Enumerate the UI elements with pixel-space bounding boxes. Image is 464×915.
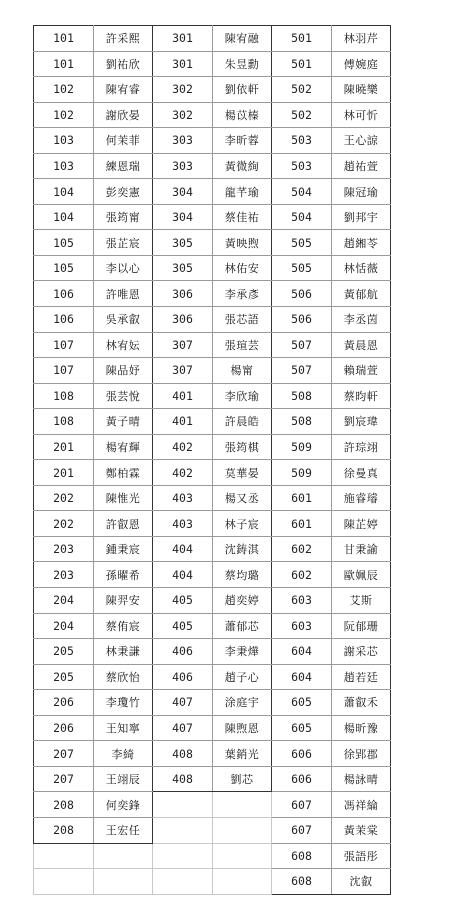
student-name-cell: 林佑安	[213, 255, 272, 281]
table-row	[34, 792, 391, 818]
table-row	[34, 460, 391, 486]
student-name-cell: 陳芷婷	[332, 511, 391, 537]
class-code-cell: 504	[272, 204, 332, 230]
class-code-cell: 205	[34, 664, 94, 690]
student-name-cell: 練恩瑞	[94, 153, 153, 179]
student-name-cell: 李以心	[94, 255, 153, 281]
class-code-cell: 607	[272, 792, 332, 818]
student-name-cell: 陳宥睿	[94, 77, 153, 103]
student-name-cell: 許叡恩	[94, 511, 153, 537]
table-row	[34, 715, 391, 741]
student-name-cell: 楊苡榛	[213, 102, 272, 128]
class-code-cell: 202	[34, 511, 94, 537]
table-row	[34, 536, 391, 562]
student-name-cell: 趙子心	[213, 664, 272, 690]
class-code-cell	[153, 792, 213, 818]
student-name-cell: 黃微絢	[213, 153, 272, 179]
student-name-cell: 莫華晏	[213, 460, 272, 486]
student-name-cell: 張芸悅	[94, 383, 153, 409]
student-name-cell	[213, 869, 272, 895]
student-name-cell: 馮祥綸	[332, 792, 391, 818]
student-name-cell: 何奕鋒	[94, 792, 153, 818]
student-name-cell: 趙奕婷	[213, 588, 272, 614]
student-name-cell: 林恬薇	[332, 255, 391, 281]
class-code-cell: 401	[153, 409, 213, 435]
student-name-cell: 陳品妤	[94, 358, 153, 384]
student-name-cell: 許晨皓	[213, 409, 272, 435]
table-row	[34, 511, 391, 537]
class-code-cell: 603	[272, 588, 332, 614]
class-code-cell: 608	[272, 843, 332, 869]
class-code-cell: 402	[153, 434, 213, 460]
class-code-cell: 103	[34, 128, 94, 154]
class-code-cell: 606	[272, 766, 332, 792]
class-code-cell: 107	[34, 358, 94, 384]
class-code-cell: 509	[272, 460, 332, 486]
student-name-cell: 蔡欣怡	[94, 664, 153, 690]
class-code-cell: 206	[34, 690, 94, 716]
class-code-cell: 205	[34, 639, 94, 665]
class-code-cell: 509	[272, 434, 332, 460]
student-name-cell: 施睿璿	[332, 485, 391, 511]
student-name-cell: 黃晨恩	[332, 332, 391, 358]
student-name-cell: 張語彤	[332, 843, 391, 869]
student-name-cell: 艾斯	[332, 588, 391, 614]
student-name-cell: 陳曉樂	[332, 77, 391, 103]
class-code-cell: 404	[153, 562, 213, 588]
class-code-cell: 407	[153, 715, 213, 741]
class-code-cell: 304	[153, 204, 213, 230]
table-row	[34, 358, 391, 384]
roster-body	[34, 26, 391, 895]
student-name-cell: 黃映煦	[213, 230, 272, 256]
table-row	[34, 766, 391, 792]
student-name-cell: 李丞茵	[332, 307, 391, 333]
student-name-cell: 徐郢郡	[332, 741, 391, 767]
class-code-cell: 404	[153, 536, 213, 562]
student-name-cell: 蔡昀軒	[332, 383, 391, 409]
table-row	[34, 613, 391, 639]
class-code-cell: 405	[153, 588, 213, 614]
class-code-cell: 604	[272, 639, 332, 665]
table-row	[34, 77, 391, 103]
class-code-cell: 605	[272, 690, 332, 716]
class-code-cell: 106	[34, 307, 94, 333]
student-name-cell: 許琮翊	[332, 434, 391, 460]
class-code-cell: 403	[153, 511, 213, 537]
student-name-cell: 趙緗苓	[332, 230, 391, 256]
table-row	[34, 102, 391, 128]
class-code-cell: 503	[272, 128, 332, 154]
student-name-cell: 趙祐萱	[332, 153, 391, 179]
table-row	[34, 434, 391, 460]
class-code-cell: 104	[34, 179, 94, 205]
table-row	[34, 639, 391, 665]
class-code-cell: 408	[153, 766, 213, 792]
class-code-cell: 208	[34, 817, 94, 843]
class-code-cell: 301	[153, 51, 213, 77]
student-name-cell: 楊宥輝	[94, 434, 153, 460]
table-row	[34, 204, 391, 230]
student-name-cell	[213, 792, 272, 818]
student-name-cell: 歐姵辰	[332, 562, 391, 588]
student-name-cell: 劉祐欣	[94, 51, 153, 77]
class-code-cell: 203	[34, 562, 94, 588]
student-name-cell: 張芯語	[213, 307, 272, 333]
class-code-cell: 101	[34, 51, 94, 77]
class-code-cell: 108	[34, 409, 94, 435]
student-name-cell: 陳羿安	[94, 588, 153, 614]
student-list-sheet	[33, 25, 391, 895]
class-code-cell	[153, 843, 213, 869]
table-row	[34, 281, 391, 307]
class-code-cell: 508	[272, 409, 332, 435]
student-name-cell: 阮郁珊	[332, 613, 391, 639]
student-name-cell: 吳承叡	[94, 307, 153, 333]
table-row	[34, 843, 391, 869]
table-row	[34, 485, 391, 511]
table-row	[34, 307, 391, 333]
class-code-cell: 102	[34, 77, 94, 103]
class-code-cell: 502	[272, 102, 332, 128]
class-code-cell: 207	[34, 741, 94, 767]
table-row	[34, 741, 391, 767]
student-name-cell: 張瑄芸	[213, 332, 272, 358]
student-name-cell: 孫曜希	[94, 562, 153, 588]
table-row	[34, 26, 391, 52]
class-code-cell	[34, 843, 94, 869]
student-name-cell: 劉邦宇	[332, 204, 391, 230]
class-code-cell: 503	[272, 153, 332, 179]
student-name-cell: 黃茉棠	[332, 817, 391, 843]
class-code-cell	[153, 817, 213, 843]
class-code-cell: 603	[272, 613, 332, 639]
student-name-cell: 謝采芯	[332, 639, 391, 665]
class-code-cell	[34, 869, 94, 895]
class-code-cell: 108	[34, 383, 94, 409]
student-name-cell: 沈鋳淇	[213, 536, 272, 562]
student-name-cell: 沈叡	[332, 869, 391, 895]
student-name-cell: 楊詠晴	[332, 766, 391, 792]
class-code-cell: 605	[272, 715, 332, 741]
class-code-cell	[153, 869, 213, 895]
table-row	[34, 128, 391, 154]
student-name-cell: 劉依軒	[213, 77, 272, 103]
student-name-cell: 楊甯	[213, 358, 272, 384]
class-code-cell: 206	[34, 715, 94, 741]
class-code-cell: 602	[272, 536, 332, 562]
class-code-cell: 507	[272, 358, 332, 384]
student-name-cell: 朱昱勳	[213, 51, 272, 77]
class-code-cell: 103	[34, 153, 94, 179]
class-code-cell: 408	[153, 741, 213, 767]
class-code-cell: 204	[34, 613, 94, 639]
table-row	[34, 153, 391, 179]
class-code-cell: 405	[153, 613, 213, 639]
student-name-cell: 趙若廷	[332, 664, 391, 690]
class-code-cell: 501	[272, 51, 332, 77]
student-name-cell: 彭奕憲	[94, 179, 153, 205]
class-code-cell: 504	[272, 179, 332, 205]
class-code-cell: 102	[34, 102, 94, 128]
class-code-cell: 507	[272, 332, 332, 358]
class-code-cell: 601	[272, 511, 332, 537]
student-name-cell: 陳宥融	[213, 26, 272, 52]
student-name-cell: 劉宸瑋	[332, 409, 391, 435]
student-name-cell: 李昕蓉	[213, 128, 272, 154]
table-row	[34, 179, 391, 205]
class-code-cell: 302	[153, 77, 213, 103]
student-name-cell: 李欣瑜	[213, 383, 272, 409]
class-code-cell: 203	[34, 536, 94, 562]
student-name-cell: 許采熙	[94, 26, 153, 52]
class-code-cell: 501	[272, 26, 332, 52]
student-name-cell: 王翊辰	[94, 766, 153, 792]
student-name-cell: 林可忻	[332, 102, 391, 128]
class-code-cell: 608	[272, 869, 332, 895]
class-code-cell: 502	[272, 77, 332, 103]
student-name-cell: 林羽芹	[332, 26, 391, 52]
student-name-cell: 蔡均璐	[213, 562, 272, 588]
class-code-cell: 402	[153, 460, 213, 486]
student-name-cell: 賴瑞萱	[332, 358, 391, 384]
class-code-cell: 602	[272, 562, 332, 588]
table-row	[34, 664, 391, 690]
class-code-cell: 305	[153, 255, 213, 281]
student-name-cell: 鍾秉宸	[94, 536, 153, 562]
class-code-cell: 105	[34, 230, 94, 256]
student-name-cell: 葉銷光	[213, 741, 272, 767]
student-name-cell: 李瓊竹	[94, 690, 153, 716]
table-row	[34, 588, 391, 614]
class-code-cell: 307	[153, 358, 213, 384]
class-code-cell: 601	[272, 485, 332, 511]
student-name-cell: 蕭郁芯	[213, 613, 272, 639]
table-row	[34, 383, 391, 409]
class-code-cell: 401	[153, 383, 213, 409]
student-name-cell	[213, 843, 272, 869]
class-code-cell: 101	[34, 26, 94, 52]
student-name-cell: 黃郁航	[332, 281, 391, 307]
table-row	[34, 562, 391, 588]
table-row	[34, 409, 391, 435]
student-name-cell: 鄭柏霖	[94, 460, 153, 486]
class-code-cell: 307	[153, 332, 213, 358]
class-code-cell: 306	[153, 281, 213, 307]
class-code-cell: 406	[153, 639, 213, 665]
student-name-cell: 陳煦恩	[213, 715, 272, 741]
student-name-cell: 何茉菲	[94, 128, 153, 154]
class-code-cell: 302	[153, 102, 213, 128]
student-name-cell: 林秉謙	[94, 639, 153, 665]
class-roster-table	[33, 25, 391, 895]
class-code-cell: 303	[153, 153, 213, 179]
student-name-cell: 張芷宸	[94, 230, 153, 256]
student-name-cell: 王心諒	[332, 128, 391, 154]
student-name-cell: 許唯恩	[94, 281, 153, 307]
student-name-cell: 甘秉諭	[332, 536, 391, 562]
class-code-cell: 105	[34, 255, 94, 281]
student-name-cell: 劉芯	[213, 766, 272, 792]
table-row	[34, 230, 391, 256]
class-code-cell: 104	[34, 204, 94, 230]
class-code-cell: 607	[272, 817, 332, 843]
class-code-cell: 301	[153, 26, 213, 52]
student-name-cell: 徐曼真	[332, 460, 391, 486]
student-name-cell: 林子宸	[213, 511, 272, 537]
student-name-cell: 楊又丞	[213, 485, 272, 511]
class-code-cell: 505	[272, 255, 332, 281]
student-name-cell: 涂庭宇	[213, 690, 272, 716]
student-name-cell: 蔡佳祐	[213, 204, 272, 230]
student-name-cell: 龍芊瑜	[213, 179, 272, 205]
class-code-cell: 606	[272, 741, 332, 767]
student-name-cell: 李秉燁	[213, 639, 272, 665]
student-name-cell	[94, 869, 153, 895]
student-name-cell: 蔡侑宸	[94, 613, 153, 639]
class-code-cell: 505	[272, 230, 332, 256]
student-name-cell: 李承彥	[213, 281, 272, 307]
student-name-cell: 蕭叡禾	[332, 690, 391, 716]
class-code-cell: 403	[153, 485, 213, 511]
class-code-cell: 204	[34, 588, 94, 614]
student-name-cell: 傅婉庭	[332, 51, 391, 77]
class-code-cell: 201	[34, 434, 94, 460]
student-name-cell: 陳冠瑜	[332, 179, 391, 205]
student-name-cell	[213, 817, 272, 843]
class-code-cell: 304	[153, 179, 213, 205]
class-code-cell: 201	[34, 460, 94, 486]
class-code-cell: 207	[34, 766, 94, 792]
student-name-cell: 王知寧	[94, 715, 153, 741]
class-code-cell: 305	[153, 230, 213, 256]
student-name-cell: 林宥妘	[94, 332, 153, 358]
class-code-cell: 508	[272, 383, 332, 409]
class-code-cell: 604	[272, 664, 332, 690]
class-code-cell: 506	[272, 281, 332, 307]
table-row	[34, 332, 391, 358]
class-code-cell: 107	[34, 332, 94, 358]
class-code-cell: 407	[153, 690, 213, 716]
class-code-cell: 202	[34, 485, 94, 511]
student-name-cell: 李綺	[94, 741, 153, 767]
table-row	[34, 255, 391, 281]
table-row	[34, 869, 391, 895]
class-code-cell: 506	[272, 307, 332, 333]
student-name-cell: 張筠甯	[94, 204, 153, 230]
table-row	[34, 817, 391, 843]
student-name-cell: 謝欣晏	[94, 102, 153, 128]
table-row	[34, 690, 391, 716]
student-name-cell: 陳惟光	[94, 485, 153, 511]
student-name-cell: 王宏任	[94, 817, 153, 843]
class-code-cell: 208	[34, 792, 94, 818]
student-name-cell: 楊昕豫	[332, 715, 391, 741]
class-code-cell: 306	[153, 307, 213, 333]
student-name-cell	[94, 843, 153, 869]
class-code-cell: 303	[153, 128, 213, 154]
class-code-cell: 106	[34, 281, 94, 307]
class-code-cell: 406	[153, 664, 213, 690]
table-row	[34, 51, 391, 77]
student-name-cell: 黃子晴	[94, 409, 153, 435]
student-name-cell: 張筠棋	[213, 434, 272, 460]
